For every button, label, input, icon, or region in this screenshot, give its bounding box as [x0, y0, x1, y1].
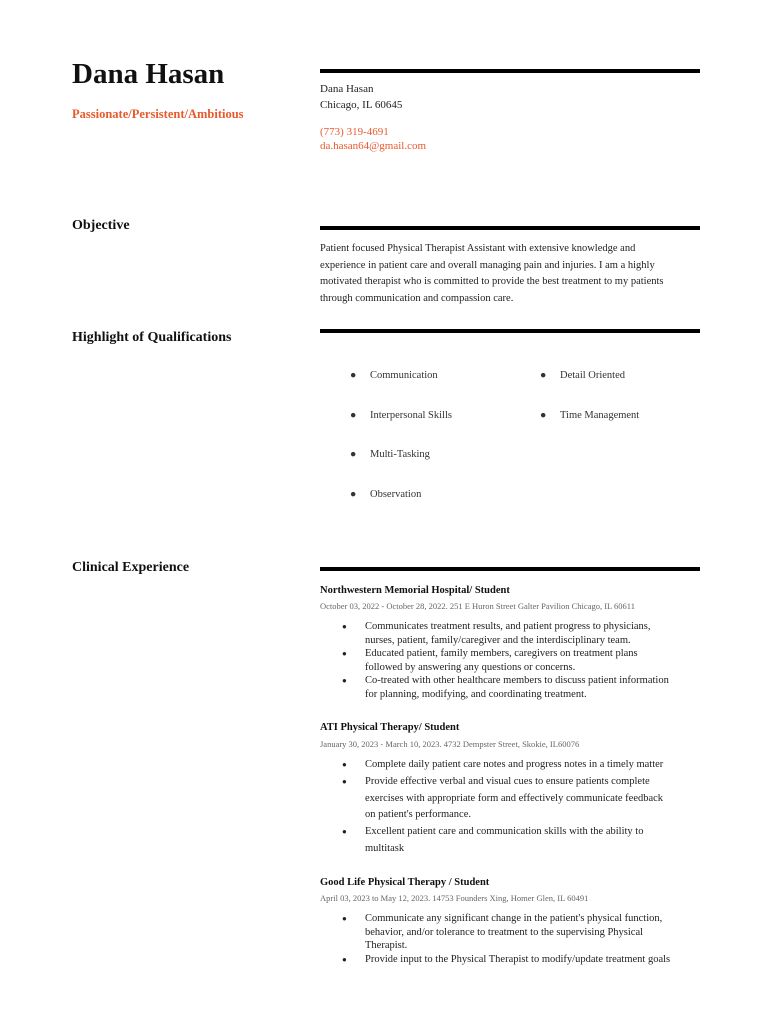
- skill-item: ● Communication: [350, 370, 438, 381]
- qualifications-divider: [320, 329, 700, 333]
- job-title: ATI Physical Therapy/ Student: [320, 722, 460, 733]
- list-item: ● Provide effective verbal and visual cues to ensure patients complete exercises with appropriate form and effectively communicate feedback on patient's performance.: [320, 774, 700, 824]
- list-item: ● Communicate any significant change in the patient's physical function, behavior, and/or tolerance to treatment to the supervising Physical Therapist.: [320, 912, 700, 953]
- skill-item: ● Observation: [350, 489, 422, 500]
- contact-email[interactable]: da.hasan64@gmail.com: [320, 140, 427, 152]
- resume-tagline: Passionate/Persistent/Ambitious: [72, 107, 244, 121]
- contact-block: [320, 81, 426, 154]
- job-bullets: [320, 757, 700, 858]
- job-meta: January 30, 2023 - March 10, 2023. 4732 Dempster Street, Skokie, IL60076: [320, 739, 580, 749]
- contact-phone[interactable]: (773) 319-4691: [320, 126, 389, 138]
- resume-name: Dana Hasan: [72, 58, 225, 90]
- contact-name: Dana Hasan: [320, 83, 374, 95]
- skill-item: ● Multi-Tasking: [350, 449, 430, 460]
- job-title: Good Life Physical Therapy / Student: [320, 877, 490, 888]
- skill-item: ● Time Management: [540, 410, 640, 421]
- contact-divider: [320, 69, 700, 73]
- list-item: ● Provide input to the Physical Therapist to modify/update treatment goals: [320, 953, 700, 967]
- skill-item: ● Interpersonal Skills: [350, 410, 452, 421]
- contact-location: Chicago, IL 60645: [320, 99, 403, 111]
- list-item: ● Communicates treatment results, and patient progress to physicians, nurses, patient, family/caregiver and the interdisciplinary team.: [320, 620, 700, 647]
- job-bullets: [320, 620, 700, 702]
- list-item: ● Co-treated with other healthcare members to discuss patient information for planning, modifying, and coordinating treatment.: [320, 674, 700, 701]
- objective-line: Patient focused Physical Therapist Assistant with extensive knowledge and: [320, 243, 636, 254]
- objective-line: through communication and compassion care.: [320, 292, 514, 304]
- experience-heading: Clinical Experience: [72, 560, 190, 575]
- experience-divider: [320, 567, 700, 571]
- job-title: Northwestern Memorial Hospital/ Student: [320, 585, 510, 596]
- objective-divider: [320, 226, 700, 230]
- objective-heading: Objective: [72, 218, 130, 233]
- objective-text: [320, 241, 695, 307]
- objective-line: experience in patient care and overall managing pain and injuries. I am a highly: [320, 259, 655, 271]
- qualifications-heading: Highlight of Qualifications: [72, 330, 232, 345]
- skill-item: ● Detail Oriented: [540, 370, 626, 381]
- list-item: ● Complete daily patient care notes and progress notes in a timely matter: [320, 757, 700, 774]
- list-item: ● Educated patient, family members, caregivers on treatment plans followed by answering any questions or concerns.: [320, 647, 700, 674]
- job-meta: October 03, 2022 - October 28, 2022. 251 E Huron Street Galter Pavilion Chicago, IL 60611: [320, 601, 635, 611]
- objective-line: motivated therapist who is committed to provide the best treatment to my patients: [320, 276, 664, 288]
- job-bullets: [320, 912, 700, 966]
- list-item: ● Excellent patient care and communication skills with the ability to multitask: [320, 824, 700, 858]
- job-meta: April 03, 2023 to May 12, 2023. 14753 Founders Xing, Homer Glen, IL 60491: [320, 893, 589, 903]
